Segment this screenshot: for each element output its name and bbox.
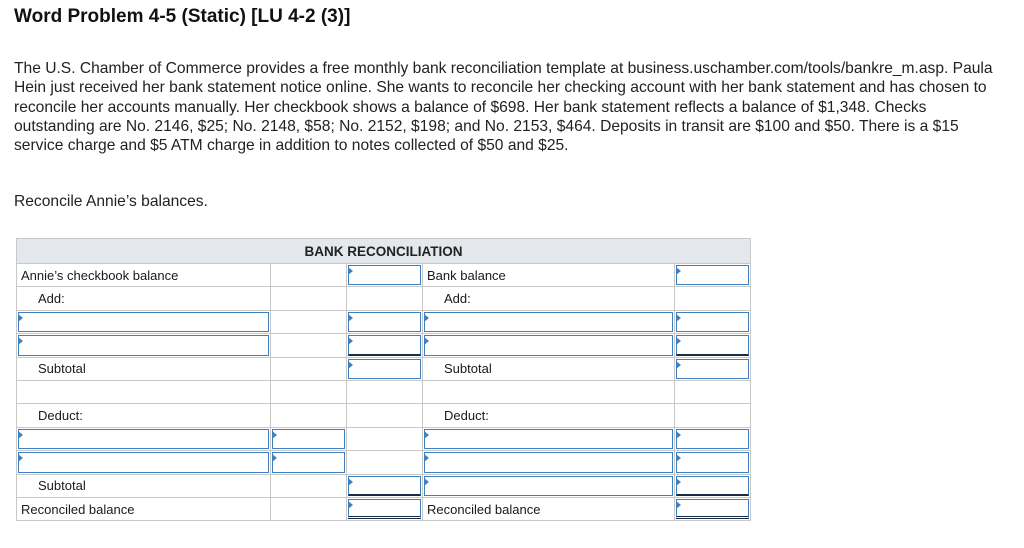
book-deduct-label: Deduct: xyxy=(17,404,271,427)
bank-deduct-amount-1-input[interactable] xyxy=(675,427,751,450)
dropdown-caret-icon xyxy=(676,267,681,275)
bank-add-amount-1-input[interactable] xyxy=(675,310,751,333)
dropdown-caret-icon xyxy=(424,454,429,462)
blank-cell xyxy=(271,357,347,380)
blank-cell xyxy=(347,451,423,474)
blank-cell xyxy=(675,404,751,427)
dropdown-caret-icon xyxy=(676,501,681,509)
blank-cell xyxy=(271,264,347,287)
dropdown-caret-icon xyxy=(18,314,23,322)
dropdown-caret-icon xyxy=(424,431,429,439)
blank-cell xyxy=(347,404,423,427)
blank-cell xyxy=(675,380,751,403)
book-subtotal-label: Subtotal xyxy=(17,357,271,380)
blank-cell xyxy=(271,380,347,403)
bank-deduct-amount-2-input[interactable] xyxy=(675,451,751,474)
bank-add-item-1-input[interactable] xyxy=(423,310,675,333)
dropdown-caret-icon xyxy=(348,501,353,509)
bank-deduct-item-2-input[interactable] xyxy=(423,451,675,474)
blank-cell xyxy=(347,287,423,310)
blank-cell xyxy=(347,380,423,403)
book-deduct-subtotal-label: Subtotal xyxy=(17,474,271,497)
blank-cell xyxy=(271,310,347,333)
checkbook-balance-input[interactable] xyxy=(347,264,423,287)
blank-cell xyxy=(675,287,751,310)
dropdown-caret-icon xyxy=(272,454,277,462)
blank-cell xyxy=(271,287,347,310)
dropdown-caret-icon xyxy=(272,431,277,439)
book-deduct-item-1-input[interactable] xyxy=(17,427,271,450)
dropdown-caret-icon xyxy=(424,314,429,322)
dropdown-caret-icon xyxy=(18,431,23,439)
bank-subtotal-input[interactable] xyxy=(675,357,751,380)
dropdown-caret-icon xyxy=(18,337,23,345)
book-deduct-subtotal-input[interactable] xyxy=(347,474,423,497)
dropdown-caret-icon xyxy=(348,478,353,486)
blank-cell xyxy=(347,427,423,450)
book-subtotal-input[interactable] xyxy=(347,357,423,380)
instruction-text: Reconcile Annie’s balances. xyxy=(14,193,208,210)
table-header: BANK RECONCILIATION xyxy=(17,239,751,264)
dropdown-caret-icon xyxy=(424,337,429,345)
bank-reconciled-label: Reconciled balance xyxy=(423,497,675,520)
bank-reconciled-input[interactable] xyxy=(675,497,751,520)
book-add-item-2-input[interactable] xyxy=(17,334,271,357)
dropdown-caret-icon xyxy=(676,361,681,369)
book-add-label: Add: xyxy=(17,287,271,310)
bank-subtotal-label: Subtotal xyxy=(423,357,675,380)
dropdown-caret-icon xyxy=(18,454,23,462)
bank-reconciliation-table xyxy=(16,238,751,521)
bank-deduct-item-3-input[interactable] xyxy=(423,474,675,497)
book-add-amount-2-input[interactable] xyxy=(347,334,423,357)
bank-deduct-item-1-input[interactable] xyxy=(423,427,675,450)
dropdown-caret-icon xyxy=(676,314,681,322)
blank-cell xyxy=(271,497,347,520)
dropdown-caret-icon xyxy=(676,478,681,486)
problem-text: The U.S. Chamber of Commerce provides a free monthly bank reconciliation template at business.uschamber.com/tools/bankre_m.asp. Paula Hein just received her bank statement notice online. She wants to reconcile her checking account with her bank statement and has chosen to reconcile her accounts manually. Her checkbook shows a balance of $698. Her bank statement reflects a balance of $1,348. Checks outstanding are No. 2146, $25; No. 2148, $58; No. 2152, $198; and No. 2153, $464. Deposits in transit are $100 and $50. There is a $15 service charge and $5 ATM charge in addition to notes collected of $50 and $25. xyxy=(14,60,993,155)
dropdown-caret-icon xyxy=(348,361,353,369)
blank-cell xyxy=(271,334,347,357)
dropdown-caret-icon xyxy=(676,454,681,462)
bank-add-label: Add: xyxy=(423,287,675,310)
book-deduct-item-2-input[interactable] xyxy=(17,451,271,474)
blank-cell xyxy=(271,474,347,497)
book-reconciled-label: Reconciled balance xyxy=(17,497,271,520)
bank-deduct-amount-3-input[interactable] xyxy=(675,474,751,497)
book-add-item-1-input[interactable] xyxy=(17,310,271,333)
bank-balance-label: Bank balance xyxy=(423,264,675,287)
blank-cell xyxy=(271,404,347,427)
dropdown-caret-icon xyxy=(348,337,353,345)
blank-cell xyxy=(423,380,675,403)
bank-add-amount-2-input[interactable] xyxy=(675,334,751,357)
blank-cell xyxy=(17,380,271,403)
bank-deduct-label: Deduct: xyxy=(423,404,675,427)
dropdown-caret-icon xyxy=(676,431,681,439)
checkbook-balance-label: Annie’s checkbook balance xyxy=(17,264,271,287)
dropdown-caret-icon xyxy=(348,314,353,322)
page-title: Word Problem 4-5 (Static) [LU 4-2 (3)] xyxy=(14,6,351,27)
book-reconciled-input[interactable] xyxy=(347,497,423,520)
book-deduct-amount-2-input[interactable] xyxy=(271,451,347,474)
book-deduct-amount-1-input[interactable] xyxy=(271,427,347,450)
bank-balance-input[interactable] xyxy=(675,264,751,287)
dropdown-caret-icon xyxy=(676,337,681,345)
dropdown-caret-icon xyxy=(348,267,353,275)
dropdown-caret-icon xyxy=(424,478,429,486)
book-add-amount-1-input[interactable] xyxy=(347,310,423,333)
bank-add-item-2-input[interactable] xyxy=(423,334,675,357)
